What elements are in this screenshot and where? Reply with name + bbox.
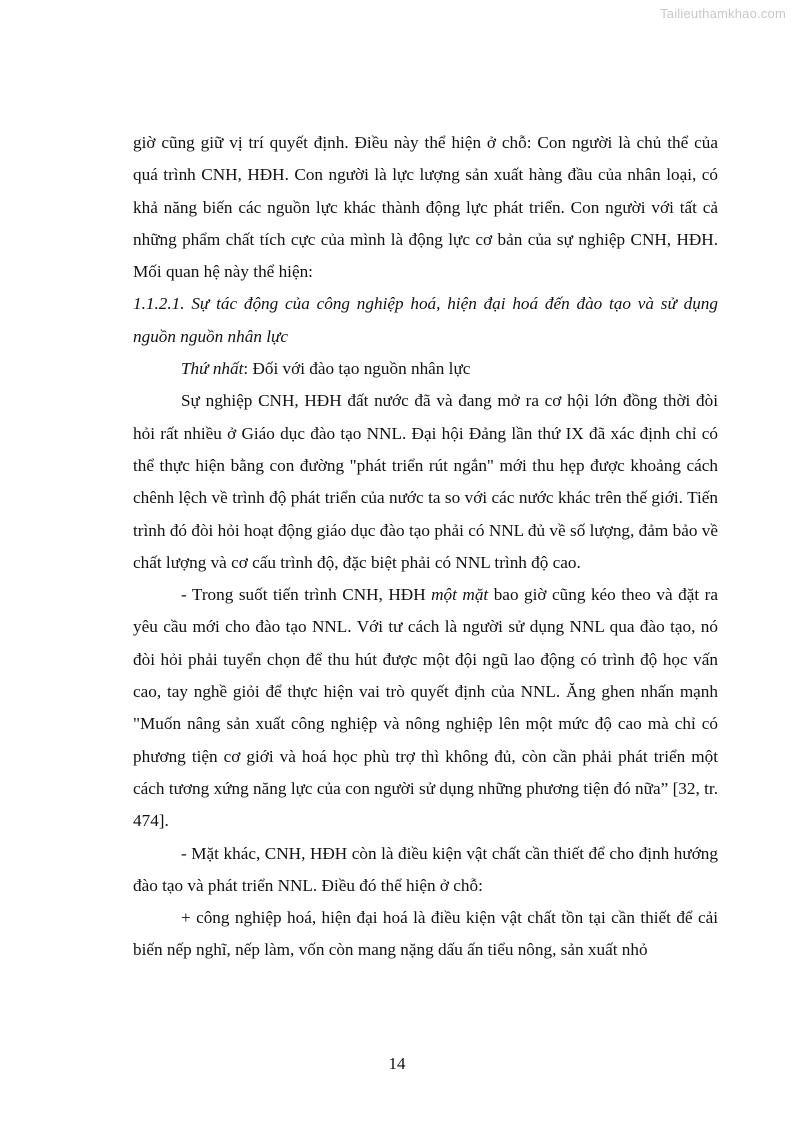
watermark: Tailieuthamkhao.com: [660, 6, 786, 21]
paragraph-cong-nghiep-hoa: + công nghiệp hoá, hiện đại hoá là điều kiện vật chất tồn tại cần thiết để cải biến nếp nghĩ, nếp làm, vốn còn mang nặng dấu ấn tiểu nông, sản xuất nhỏ: [133, 908, 718, 960]
first-point-label: Thứ nhất: [181, 359, 244, 379]
paragraph-intro: giờ cũng giữ vị trí quyết định. Điều này thể hiện ở chỗ: Con người là chủ thể của quá trình CNH, HĐH. Con người là lực lượng sản xuất hàng đầu của nhân loại, có khả năng biến các nguồn lực khác thành động lực phát triển. Con người với tất cả những phẩm chất tích cực của mình là động lực cơ bản của sự nghiệp CNH, HĐH. Mối quan hệ này thể hiện:: [133, 133, 718, 282]
paragraph-mot-mat: [133, 579, 718, 837]
mot-mat-text-a: - Trong suốt tiến trình CNH, HĐH: [181, 585, 432, 605]
mot-mat-emphasis: một mặt: [431, 585, 489, 605]
first-point-text: : Đối với đào tạo nguồn nhân lực: [243, 359, 471, 379]
paragraph-cnh-hdh: Sự nghiệp CNH, HĐH đất nước đã và đang mở ra cơ hội lớn đồng thời đòi hỏi rất nhiều ở Giáo dục đào tạo NNL. Đại hội Đảng lần thứ IX đã xác định chỉ có thể thực hiện bằng con đường "phát triển rút ngắn" mới thu hẹp được khoảng cách chênh lệch về trình độ phát triển của nước ta so với các nước khác trên thế giới. Tiến trình đó đòi hỏi hoạt động giáo dục đào tạo phải có NNL đủ về số lượng, đảm bảo về chất lượng và cơ cấu trình độ, đặc biệt phải có NNL trình độ cao.: [133, 391, 718, 572]
section-heading: 1.1.2.1. Sự tác động của công nghiệp hoá, hiện đại hoá đến đào tạo và sử dụng nguồn nguồn nhân lực: [133, 294, 718, 346]
page-body: [133, 127, 718, 967]
mot-mat-text-b: bao giờ cũng kéo theo và đặt ra yêu cầu mới cho đào tạo NNL. Với tư cách là người sử dụng NNL qua đào tạo, nó đòi hỏi phải tuyển chọn để thu hút được một đội ngũ lao động có trình độ học vấn cao, tay nghề giỏi để thực hiện vai trò quyết định của NNL. Ăng ghen nhấn mạnh "Muốn nâng sản xuất công nghiệp và nông nghiệp lên một mức độ cao mà chỉ có phương tiện cơ giới và hoá học phù trợ thì không đủ, còn cần phải phát triển một cách tương xứng năng lực của con người sử dụng những phương tiện đó nữa” [32, tr. 474].: [133, 585, 718, 831]
page-number: 14: [388, 1054, 406, 1073]
paragraph-first-point: [133, 353, 718, 385]
paragraph-mat-khac: - Mặt khác, CNH, HĐH còn là điều kiện vật chất cần thiết để cho định hướng đào tạo và phát triển NNL. Điều đó thể hiện ở chỗ:: [133, 843, 718, 895]
